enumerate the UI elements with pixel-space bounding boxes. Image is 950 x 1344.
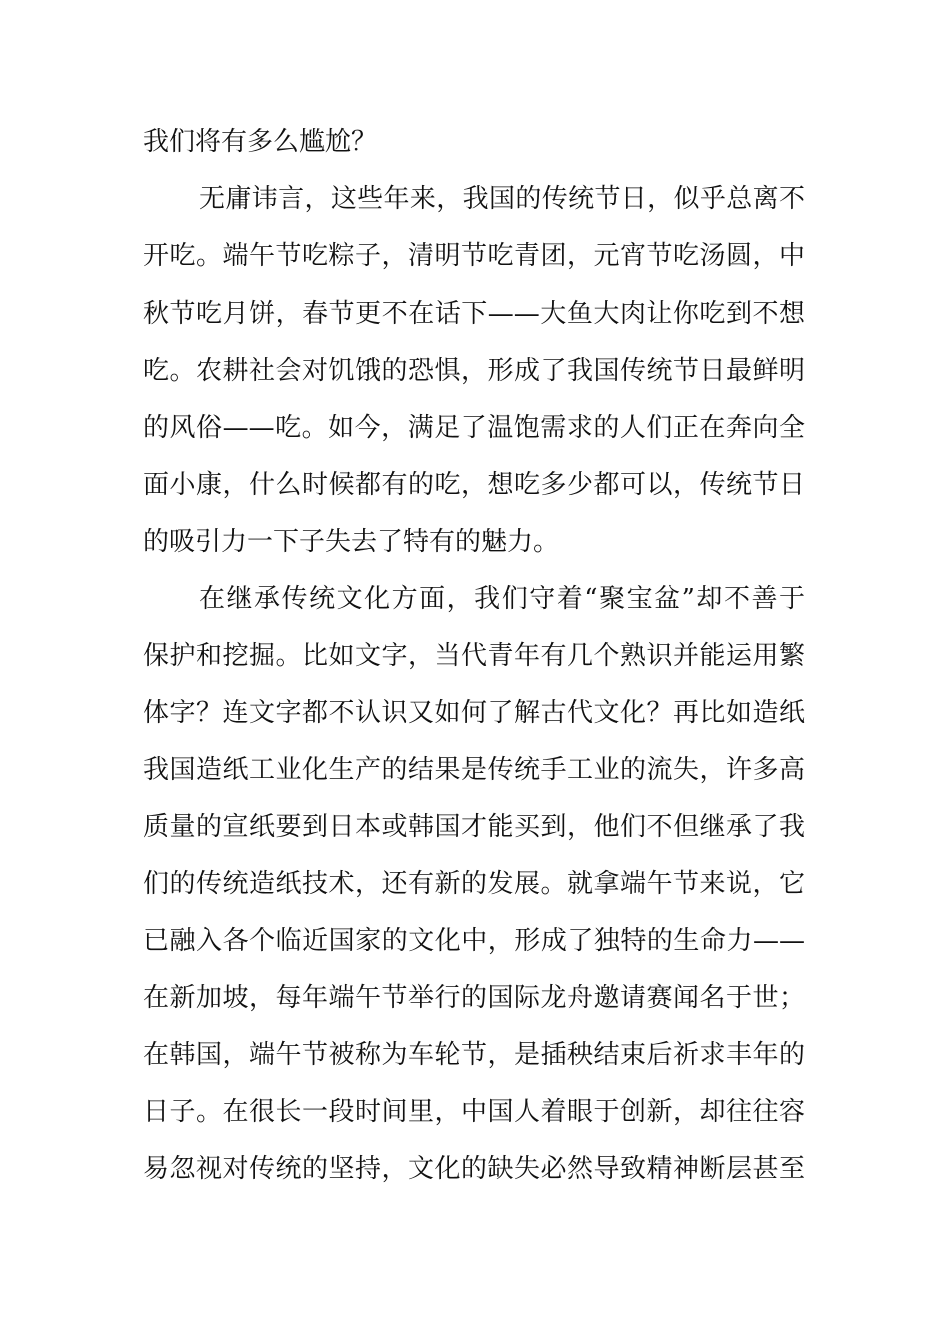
- text-line: 体字？连文字都不认识又如何了解古代文化？再比如造纸: [143, 698, 805, 728]
- paragraph-first-line: 在继承传统文化方面，我们守着“聚宝盆”却不善于: [199, 584, 805, 614]
- text-line: 吃。农耕社会对饥饿的恐惧，形成了我国传统节日最鲜明: [143, 356, 805, 386]
- text-line: 已融入各个临近国家的文化中，形成了独特的生命力——: [143, 926, 805, 956]
- text-line: 质量的宣纸要到日本或韩国才能买到，他们不但继承了我: [143, 812, 805, 842]
- text-line: 的风俗——吃。如今，满足了温饱需求的人们正在奔向全: [143, 413, 805, 443]
- text-line: 易忽视对传统的坚持，文化的缺失必然导致精神断层甚至: [143, 1154, 805, 1184]
- text-line: 开吃。端午节吃粽子，清明节吃青团，元宵节吃汤圆，中: [143, 241, 805, 271]
- text-line: 秋节吃月饼，春节更不在话下——大鱼大肉让你吃到不想: [143, 299, 805, 329]
- text-line: 日子。在很长一段时间里，中国人着眼于创新，却往往容: [143, 1097, 805, 1127]
- text-line: 我国造纸工业化生产的结果是传统手工业的流失，许多高: [143, 755, 805, 785]
- text-line: 在韩国，端午节被称为车轮节，是插秧结束后祈求丰年的: [143, 1040, 805, 1070]
- text-line: 我们将有多么尴尬？: [143, 127, 378, 157]
- text-line: 们的传统造纸技术，还有新的发展。就拿端午节来说，它: [143, 869, 805, 899]
- text-line: 面小康，什么时候都有的吃，想吃多少都可以，传统节日: [143, 470, 805, 500]
- text-line: 在新加坡，每年端午节举行的国际龙舟邀请赛闻名于世；: [143, 983, 805, 1013]
- paragraph-first-line: 无庸讳言，这些年来，我国的传统节日，似乎总离不: [199, 184, 805, 214]
- text-line: 保护和挖掘。比如文字，当代青年有几个熟识并能运用繁: [143, 641, 805, 671]
- text-line: 的吸引力一下子失去了特有的魅力。: [143, 527, 560, 557]
